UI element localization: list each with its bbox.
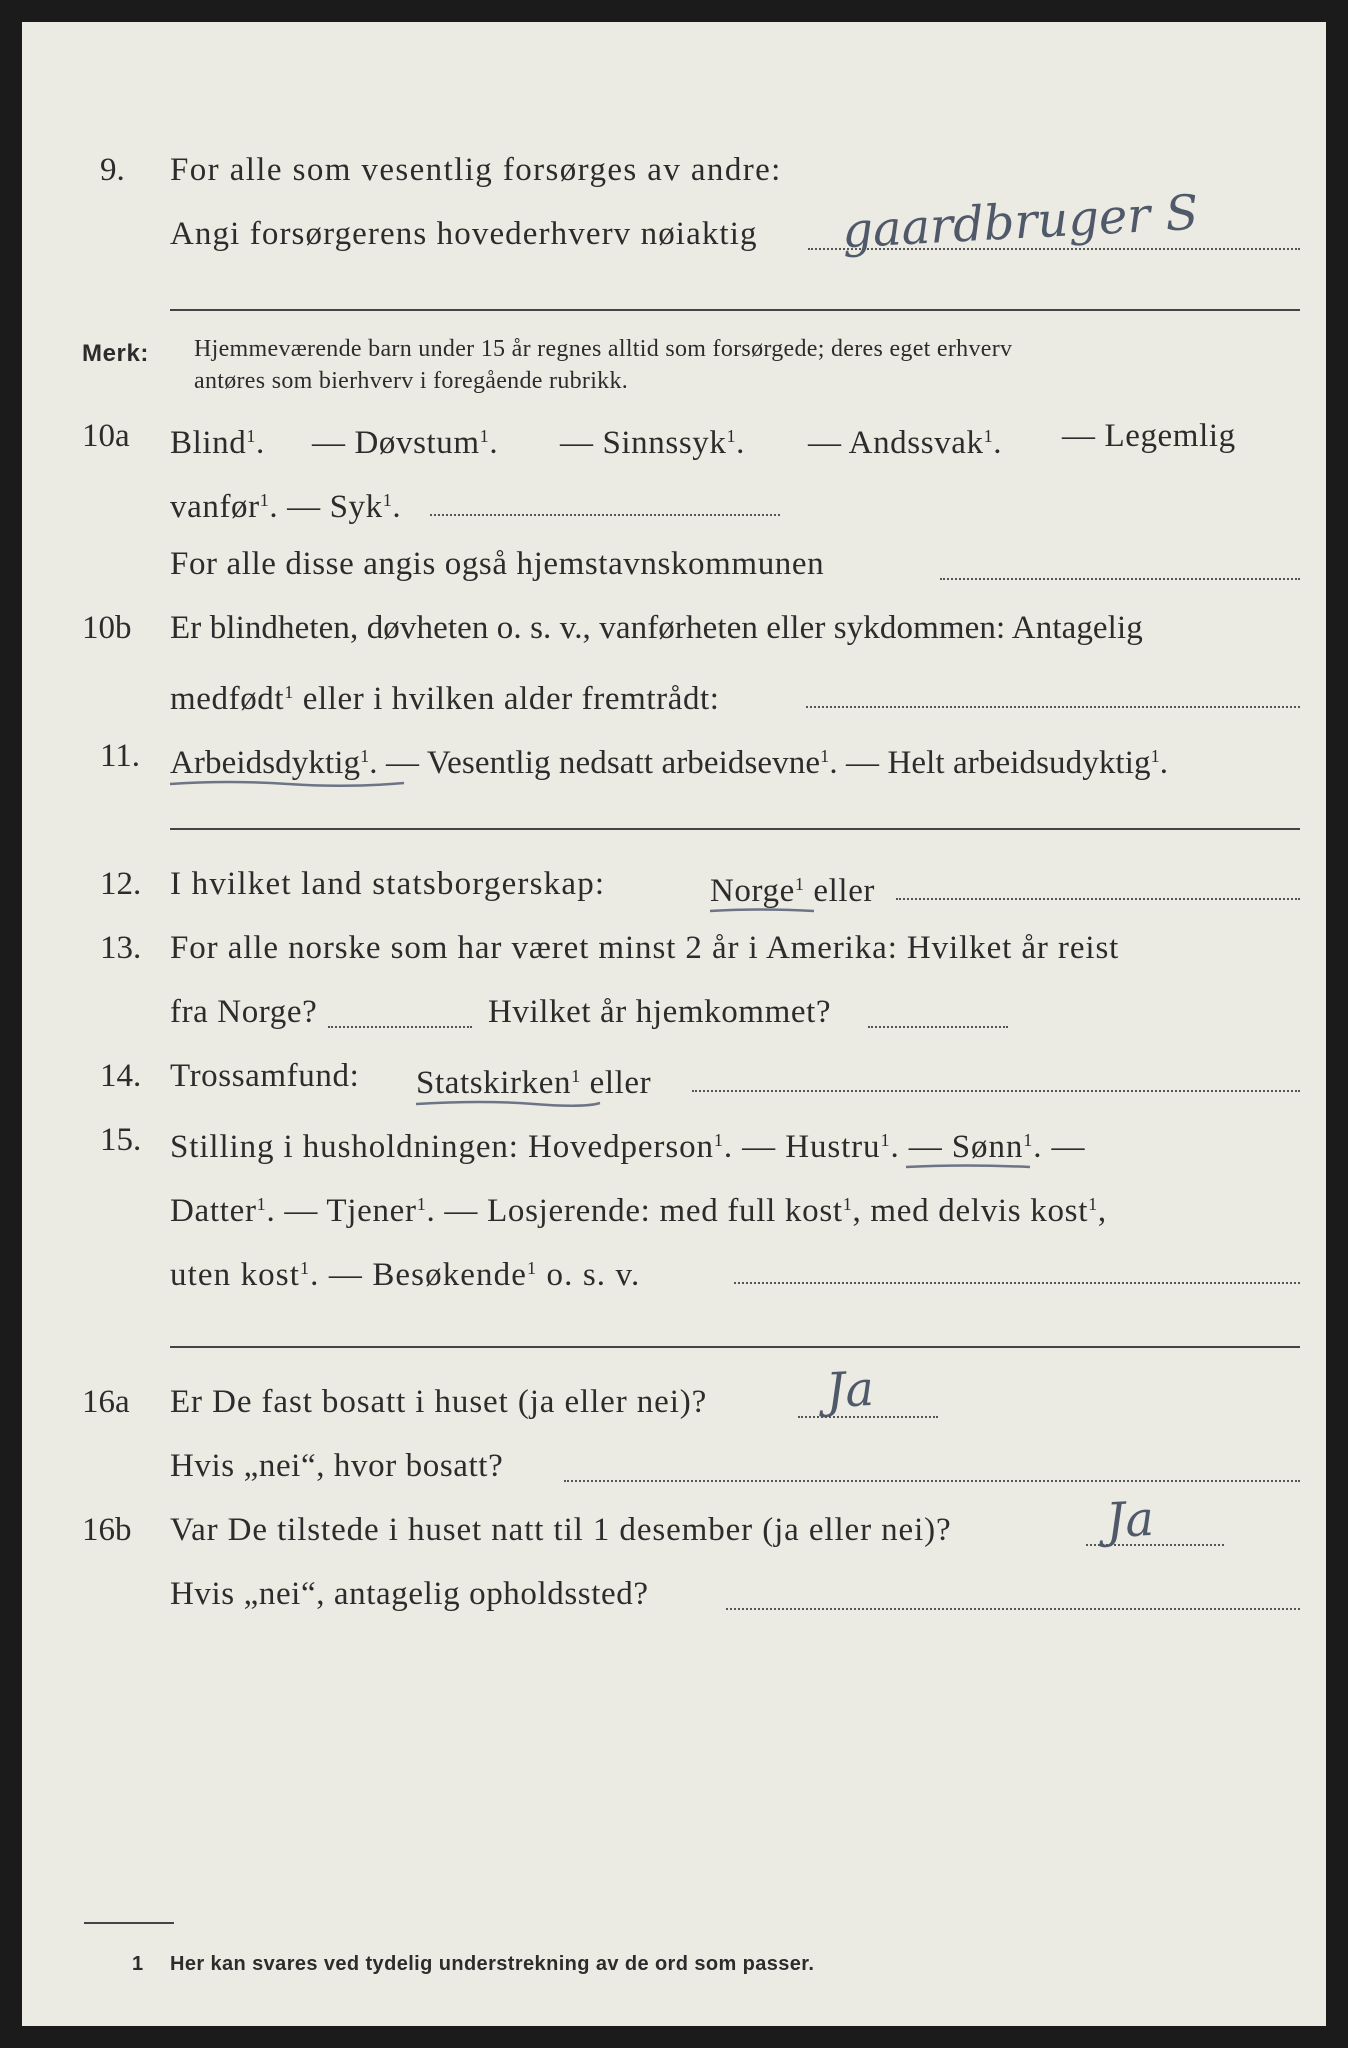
q10a-blind: Blind$^1$.: [170, 424, 265, 461]
q9-number: 9.: [100, 152, 125, 188]
q15-number: 15.: [100, 1122, 142, 1158]
q10a-vanfor-syk: vanfør$^1$. — Syk$^1$.: [170, 488, 402, 525]
footnote-text: Her kan svares ved tydelig understrekning av de ord som passer.: [170, 1953, 815, 1975]
q9-separator: [170, 309, 1300, 311]
q10a-legemlig: — Legemlig: [1062, 418, 1236, 454]
q16b-number: 16b: [82, 1512, 132, 1548]
q9-line2: Angi forsørgerens hovederhverv nøiaktig: [170, 216, 758, 252]
q16b-handwritten-answer: Ja: [1104, 1490, 1156, 1550]
q13-line1: For alle norske som har været minst 2 år i Amerika: Hvilket år reist: [170, 930, 1120, 966]
q10b-alder-line: [806, 706, 1300, 708]
q14-eller-line: [692, 1090, 1300, 1092]
footnote-marker: 1: [132, 1953, 144, 1975]
form-sheet: [22, 22, 1326, 2026]
q15-line3: uten kost$^1$. — Besøkende$^1$ o. s. v.: [170, 1256, 641, 1293]
q14-number: 14.: [100, 1058, 142, 1094]
q12-norge: Norge$^1$ eller: [710, 872, 876, 909]
q16b-line1: Var De tilstede i huset natt til 1 desember (ja eller nei)?: [170, 1512, 952, 1548]
q16a-bosatt-line: [564, 1480, 1300, 1482]
q13-hjemkommet-line: [868, 1026, 1008, 1028]
q15-line1: Stilling i husholdningen: Hovedperson$^1$. — Hustru$^1$. — Sønn$^1$. —: [170, 1128, 1086, 1165]
q9-handwritten-answer: gaardbruger S: [840, 184, 1200, 260]
q11-text: Arbeidsdyktig$^1$. — Vesentlig nedsatt arbeidsevne$^1$. — Helt arbeidsudyktig$^1$.: [170, 744, 1169, 781]
q14-label: Trossamfund:: [170, 1058, 360, 1094]
q13-fra-norge: fra Norge?: [170, 994, 318, 1030]
q15-line2: Datter$^1$. — Tjener$^1$. — Losjerende: med full kost$^1$, med delvis kost$^1$,: [170, 1192, 1107, 1229]
q16a-number: 16a: [82, 1384, 130, 1420]
q15-osv-line: [734, 1282, 1300, 1284]
q12-eller-line: [896, 898, 1300, 900]
q16a-line1: Er De fast bosatt i huset (ja eller nei)?: [170, 1384, 708, 1420]
q10a-syk-line: [430, 514, 780, 516]
q13-hjemkommet: Hvilket år hjemkommet?: [488, 994, 832, 1030]
q10a-hjemstavn-line: [940, 578, 1300, 580]
q15-separator: [170, 1346, 1300, 1348]
q10b-number: 10b: [82, 610, 132, 646]
q16a-handwritten-answer: Ja: [824, 1360, 876, 1420]
q16b-sted-line: [726, 1608, 1300, 1610]
q12-norge-underline: [708, 906, 818, 916]
footnote-rule: [84, 1922, 174, 1924]
q10b-line1: Er blindheten, døvheten o. s. v., vanførheten eller sykdommen: Antagelig: [170, 610, 1143, 646]
q10b-line2: medfødt$^1$ eller i hvilken alder fremtrådt:: [170, 680, 720, 717]
q10a-andssvak: — Andssvak$^1$.: [808, 424, 1003, 461]
q13-number: 13.: [100, 930, 142, 966]
q12-number: 12.: [100, 866, 142, 902]
q16a-line2: Hvis „nei“, hvor bosatt?: [170, 1448, 504, 1484]
merk-line2: antøres som bierhverv i foregående rubrikk.: [194, 368, 629, 394]
q15-hustru-underline: [904, 1162, 1034, 1172]
q10a-dovstum: — Døvstum$^1$.: [312, 424, 499, 461]
q11-separator: [170, 828, 1300, 830]
merk-label: Merk:: [82, 340, 150, 367]
q10a-line3: For alle disse angis også hjemstavnskommunen: [170, 546, 825, 582]
q10a-number: 10a: [82, 418, 130, 454]
merk-line1: Hjemmeværende barn under 15 år regnes alltid som forsørgede; deres eget erhverv: [194, 336, 1013, 362]
q11-number: 11.: [100, 738, 141, 774]
q12-text: I hvilket land statsborgerskap:: [170, 866, 606, 902]
q14-statskirken-underline: [414, 1098, 604, 1110]
q16b-line2: Hvis „nei“, antagelig opholdssted?: [170, 1576, 649, 1612]
q11-arbeidsdyktig-underline: [168, 778, 408, 790]
q13-reist-line: [328, 1026, 472, 1028]
q14-statskirken: Statskirken$^1$ eller: [416, 1064, 652, 1101]
q9-line1: For alle som vesentlig forsørges av andre:: [170, 152, 782, 188]
q10a-sinnssyk: — Sinnssyk$^1$.: [560, 424, 745, 461]
